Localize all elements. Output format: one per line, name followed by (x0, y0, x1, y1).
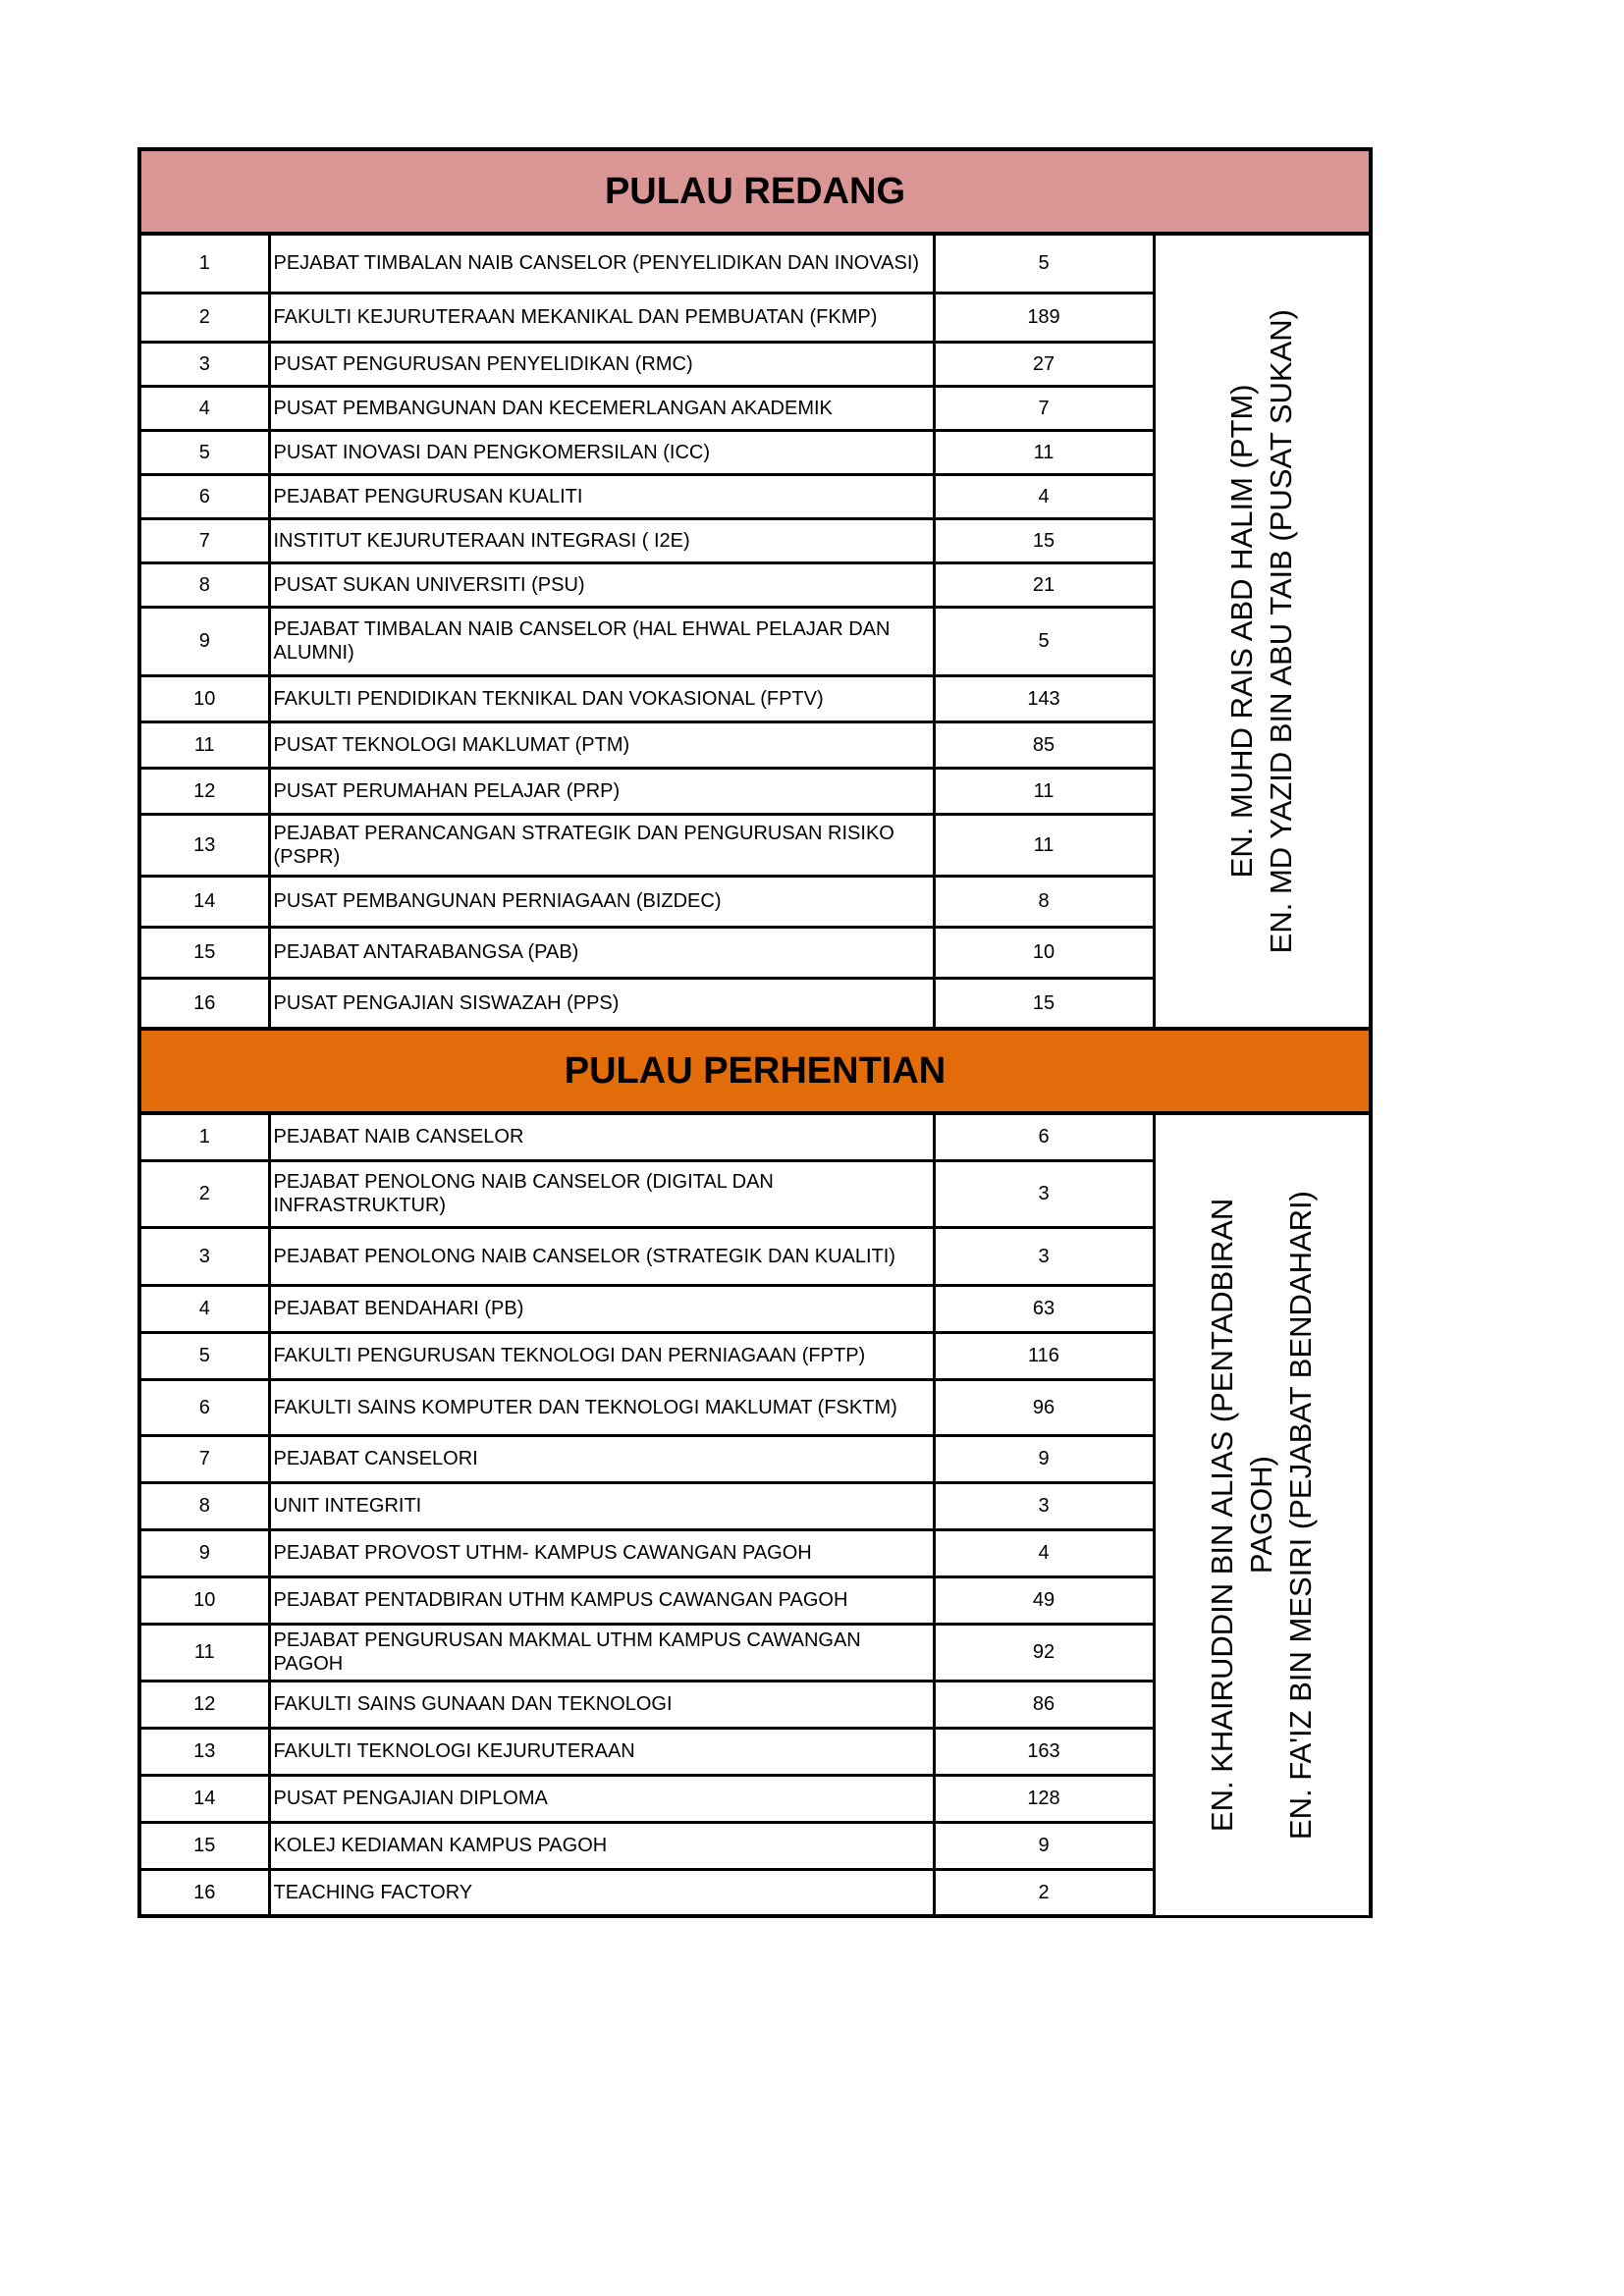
department-name: PEJABAT PENOLONG NAIB CANSELOR (STRATEGIK DAN KUALITI) (269, 1227, 934, 1285)
row-number: 9 (139, 1529, 269, 1576)
row-number: 12 (139, 1681, 269, 1728)
row-number: 13 (139, 814, 269, 876)
row-number: 14 (139, 1775, 269, 1822)
row-number: 1 (139, 1113, 269, 1160)
row-number: 1 (139, 234, 269, 293)
department-name: FAKULTI PENGURUSAN TEKNOLOGI DAN PERNIAGAAN (FPTP) (269, 1332, 934, 1379)
department-name: PUSAT INOVASI DAN PENGKOMERSILAN (ICC) (269, 430, 934, 474)
table-row (139, 1113, 1371, 1160)
department-count: 15 (934, 978, 1154, 1029)
row-number: 9 (139, 607, 269, 675)
row-number: 8 (139, 562, 269, 607)
department-name: TEACHING FACTORY (269, 1869, 934, 1916)
row-number: 12 (139, 768, 269, 814)
department-name: PUSAT PEMBANGUNAN DAN KECEMERLANGAN AKADEMIK (269, 386, 934, 430)
department-name: PUSAT PEMBANGUNAN PERNIAGAAN (BIZDEC) (269, 876, 934, 927)
department-name: FAKULTI PENDIDIKAN TEKNIKAL DAN VOKASIONAL (FPTV) (269, 675, 934, 721)
department-count: 11 (934, 430, 1154, 474)
person-in-charge-line: EN. MD YAZID BIN ABU TAIB (PUSAT SUKAN) (1264, 308, 1299, 954)
department-name: PEJABAT BENDAHARI (PB) (269, 1285, 934, 1332)
department-count: 2 (934, 1869, 1154, 1916)
row-number: 6 (139, 474, 269, 518)
row-number: 11 (139, 1624, 269, 1681)
table-row (139, 234, 1371, 293)
row-number: 2 (139, 293, 269, 342)
department-count: 5 (934, 607, 1154, 675)
department-count: 189 (934, 293, 1154, 342)
department-count: 85 (934, 721, 1154, 768)
department-name: PUSAT PENGURUSAN PENYELIDIKAN (RMC) (269, 342, 934, 386)
department-count: 92 (934, 1624, 1154, 1681)
department-name: PUSAT PENGAJIAN SISWAZAH (PPS) (269, 978, 934, 1029)
department-count: 163 (934, 1728, 1154, 1775)
department-count: 9 (934, 1435, 1154, 1482)
department-name: PEJABAT PENTADBIRAN UTHM KAMPUS CAWANGAN PAGOH (269, 1576, 934, 1624)
department-count: 4 (934, 1529, 1154, 1576)
row-number: 5 (139, 430, 269, 474)
row-number: 16 (139, 1869, 269, 1916)
department-count: 96 (934, 1379, 1154, 1435)
person-in-charge (1154, 234, 1371, 1029)
department-count: 86 (934, 1681, 1154, 1728)
department-name: FAKULTI SAINS KOMPUTER DAN TEKNOLOGI MAKLUMAT (FSKTM) (269, 1379, 934, 1435)
department-count: 116 (934, 1332, 1154, 1379)
department-count: 10 (934, 927, 1154, 978)
department-name: PEJABAT PROVOST UTHM- KAMPUS CAWANGAN PAGOH (269, 1529, 934, 1576)
section-header-row (139, 149, 1371, 234)
person-in-charge (1154, 1113, 1371, 1916)
department-name: FAKULTI TEKNOLOGI KEJURUTERAAN (269, 1728, 934, 1775)
section-title: PULAU REDANG (139, 149, 1371, 234)
person-in-charge-line: PAGOH) (1244, 1456, 1279, 1575)
department-count: 143 (934, 675, 1154, 721)
department-count: 63 (934, 1285, 1154, 1332)
department-name: PEJABAT PERANCANGAN STRATEGIK DAN PENGURUSAN RISIKO (PSPR) (269, 814, 934, 876)
department-name: PUSAT SUKAN UNIVERSITI (PSU) (269, 562, 934, 607)
department-name: PUSAT PERUMAHAN PELAJAR (PRP) (269, 768, 934, 814)
department-name: FAKULTI SAINS GUNAAN DAN TEKNOLOGI (269, 1681, 934, 1728)
row-number: 2 (139, 1160, 269, 1227)
department-name: PUSAT PENGAJIAN DIPLOMA (269, 1775, 934, 1822)
allocation-table (137, 147, 1373, 1918)
row-number: 13 (139, 1728, 269, 1775)
row-number: 4 (139, 386, 269, 430)
row-number: 7 (139, 518, 269, 562)
department-name: KOLEJ KEDIAMAN KAMPUS PAGOH (269, 1822, 934, 1869)
row-number: 4 (139, 1285, 269, 1332)
row-number: 14 (139, 876, 269, 927)
department-name: INSTITUT KEJURUTERAAN INTEGRASI ( I2E) (269, 518, 934, 562)
department-name: FAKULTI KEJURUTERAAN MEKANIKAL DAN PEMBUATAN (FKMP) (269, 293, 934, 342)
department-count: 5 (934, 234, 1154, 293)
department-count: 21 (934, 562, 1154, 607)
department-count: 6 (934, 1113, 1154, 1160)
row-number: 10 (139, 1576, 269, 1624)
row-number: 15 (139, 1822, 269, 1869)
department-count: 3 (934, 1227, 1154, 1285)
row-number: 7 (139, 1435, 269, 1482)
department-count: 3 (934, 1160, 1154, 1227)
allocation-sheet (137, 147, 1369, 1918)
department-name: PEJABAT CANSELORI (269, 1435, 934, 1482)
department-name: PEJABAT PENGURUSAN MAKMAL UTHM KAMPUS CAWANGAN PAGOH (269, 1624, 934, 1681)
department-name: UNIT INTEGRITI (269, 1482, 934, 1529)
row-number: 6 (139, 1379, 269, 1435)
department-count: 7 (934, 386, 1154, 430)
department-name: PEJABAT ANTARABANGSA (PAB) (269, 927, 934, 978)
department-name: PUSAT TEKNOLOGI MAKLUMAT (PTM) (269, 721, 934, 768)
department-count: 11 (934, 814, 1154, 876)
person-in-charge-line: EN. KHAIRUDDIN BIN ALIAS (PENTADBIRAN (1205, 1198, 1240, 1832)
row-number: 3 (139, 342, 269, 386)
department-name: PEJABAT PENGURUSAN KUALITI (269, 474, 934, 518)
section-title: PULAU PERHENTIAN (139, 1029, 1371, 1113)
department-count: 27 (934, 342, 1154, 386)
department-count: 3 (934, 1482, 1154, 1529)
department-count: 9 (934, 1822, 1154, 1869)
department-count: 15 (934, 518, 1154, 562)
department-name: PEJABAT TIMBALAN NAIB CANSELOR (HAL EHWAL PELAJAR DAN ALUMNI) (269, 607, 934, 675)
department-count: 8 (934, 876, 1154, 927)
person-in-charge-line: EN. MUHD RAIS ABD HALIM (PTM) (1224, 384, 1260, 879)
person-in-charge-line: EN. FA'IZ BIN MESIRI (PEJABAT BENDAHARI) (1283, 1190, 1319, 1840)
department-name: PEJABAT TIMBALAN NAIB CANSELOR (PENYELIDIKAN DAN INOVASI) (269, 234, 934, 293)
row-number: 15 (139, 927, 269, 978)
department-count: 11 (934, 768, 1154, 814)
row-number: 8 (139, 1482, 269, 1529)
department-count: 4 (934, 474, 1154, 518)
row-number: 3 (139, 1227, 269, 1285)
row-number: 10 (139, 675, 269, 721)
section-header-row (139, 1029, 1371, 1113)
department-name: PEJABAT NAIB CANSELOR (269, 1113, 934, 1160)
row-number: 5 (139, 1332, 269, 1379)
row-number: 11 (139, 721, 269, 768)
row-number: 16 (139, 978, 269, 1029)
department-count: 128 (934, 1775, 1154, 1822)
department-name: PEJABAT PENOLONG NAIB CANSELOR (DIGITAL DAN INFRASTRUKTUR) (269, 1160, 934, 1227)
department-count: 49 (934, 1576, 1154, 1624)
